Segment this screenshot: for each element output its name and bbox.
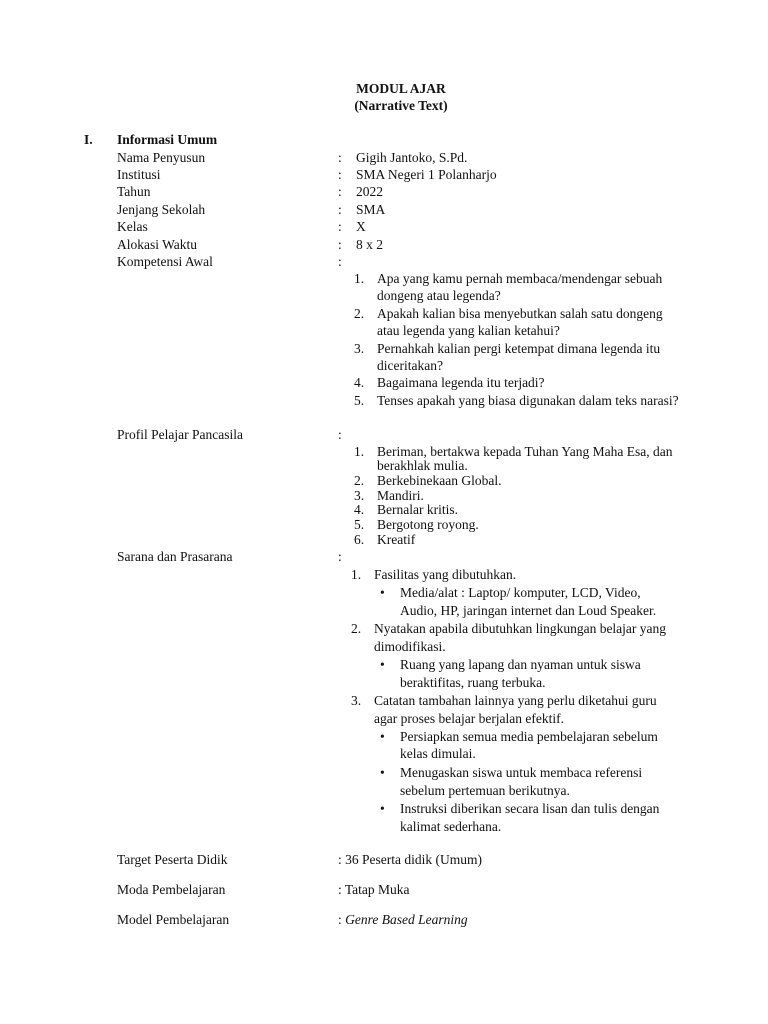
info-label: Kelas	[117, 219, 148, 234]
document-subtitle: (Narrative Text)	[354, 98, 448, 113]
bullet-item-line: sebelum pertemuan berikutnya.	[400, 783, 570, 798]
bullet-item-line: Instruksi diberikan secara lisan dan tulis dengan	[400, 801, 660, 816]
list-number: 1.	[354, 444, 365, 459]
info-separator: :	[338, 167, 342, 182]
list-number: 5.	[354, 517, 365, 532]
model-separator: :	[338, 912, 346, 927]
list-number: 2.	[354, 306, 365, 321]
list-item-line: Bernalar kritis.	[377, 502, 458, 517]
list-item-line: diceritakan?	[377, 358, 443, 373]
target-label: Target Peserta Didik	[117, 852, 228, 867]
list-item-line: Catatan tambahan lainnya yang perlu diketahui guru	[374, 693, 657, 708]
list-item-line: Beriman, bertakwa kepada Tuhan Yang Maha Esa, dan	[377, 444, 673, 459]
info-separator: :	[338, 150, 342, 165]
list-number: 1.	[351, 567, 362, 582]
list-item-line: Berkebinekaan Global.	[377, 473, 502, 488]
list-number: 4.	[354, 375, 365, 390]
target-value: : 36 Peserta didik (Umum)	[338, 852, 482, 867]
model-row-value	[338, 911, 468, 928]
info-label: Jenjang Sekolah	[117, 202, 206, 217]
list-number: 2.	[354, 473, 365, 488]
info-label: Kompetensi Awal	[117, 254, 213, 269]
list-item-line: atau legenda yang kalian ketahui?	[377, 323, 560, 338]
list-item-line: Mandiri.	[377, 488, 424, 503]
bullet-item-line: Audio, HP, jaringan internet dan Loud Speaker.	[400, 603, 657, 618]
moda-label: Moda Pembelajaran	[117, 882, 226, 897]
list-item-line: Nyatakan apabila dibutuhkan lingkungan belajar yang	[374, 621, 667, 636]
info-separator: :	[338, 237, 342, 252]
list-item-line: dongeng atau legenda?	[377, 288, 501, 303]
list-item-line: agar proses belajar berjalan efektif.	[374, 711, 565, 726]
info-label: Nama Penyusun	[117, 150, 206, 165]
list-number: 2.	[351, 621, 362, 636]
info-separator: :	[338, 219, 342, 234]
info-value: 8 x 2	[356, 237, 383, 252]
list-number: 3.	[354, 341, 365, 356]
list-number: 4.	[354, 502, 365, 517]
list-item-line: Apa yang kamu pernah membaca/mendengar sebuah	[377, 271, 663, 286]
section-numeral: I.	[84, 132, 93, 147]
info-value: X	[356, 219, 366, 234]
sarana-label: Sarana dan Prasarana	[117, 549, 233, 564]
document-title: MODUL AJAR	[356, 81, 446, 96]
list-number: 3.	[354, 488, 365, 503]
bullet-item-line: Menugaskan siswa untuk membaca referensi	[400, 765, 643, 780]
profil-label: Profil Pelajar Pancasila	[117, 427, 243, 442]
section-heading: Informasi Umum	[117, 132, 218, 147]
list-item-line: Fasilitas yang dibutuhkan.	[374, 567, 517, 582]
list-number: 3.	[351, 693, 362, 708]
bullet-item-line: Persiapkan semua media pembelajaran sebelum	[400, 729, 658, 744]
info-label: Alokasi Waktu	[117, 237, 198, 252]
list-item-line: Pernahkah kalian pergi ketempat dimana legenda itu	[377, 341, 661, 356]
info-label: Institusi	[117, 167, 161, 182]
list-number: 5.	[354, 393, 365, 408]
list-item-line: Kreatif	[377, 532, 416, 547]
list-item-line: Bagaimana legenda itu terjadi?	[377, 375, 545, 390]
bullet-item-line: beraktifitas, ruang terbuka.	[400, 675, 546, 690]
list-item-line: Bergotong royong.	[377, 517, 479, 532]
info-separator: :	[338, 254, 342, 269]
info-value: 2022	[356, 184, 383, 199]
info-value: SMA Negeri 1 Polanharjo	[356, 167, 497, 182]
list-item-line: Apakah kalian bisa menyebutkan salah satu dongeng	[377, 306, 663, 321]
sarana-separator: :	[338, 549, 342, 564]
model-value: Genre Based Learning	[345, 912, 468, 927]
bullet-icon: •	[380, 765, 385, 780]
list-item-line: berakhlak mulia.	[377, 458, 468, 473]
info-separator: :	[338, 184, 342, 199]
list-item-line: dimodifikasi.	[374, 639, 446, 654]
profil-separator: :	[338, 427, 342, 442]
info-label: Tahun	[117, 184, 151, 199]
bullet-icon: •	[380, 657, 385, 672]
moda-value: : Tatap Muka	[338, 882, 410, 897]
bullet-icon: •	[380, 585, 385, 600]
bullet-item-line: Ruang yang lapang dan nyaman untuk siswa	[400, 657, 641, 672]
info-value: SMA	[356, 202, 386, 217]
info-value: Gigih Jantoko, S.Pd.	[356, 150, 468, 165]
list-number: 1.	[354, 271, 365, 286]
bullet-item-line: kelas dimulai.	[400, 746, 476, 761]
bullet-item-line: Media/alat : Laptop/ komputer, LCD, Video,	[400, 585, 641, 600]
bullet-icon: •	[380, 801, 385, 816]
list-number: 6.	[354, 532, 365, 547]
info-separator: :	[338, 202, 342, 217]
bullet-icon: •	[380, 729, 385, 744]
list-item-line: Tenses apakah yang biasa digunakan dalam teks narasi?	[377, 393, 679, 408]
bullet-item-line: kalimat sederhana.	[400, 819, 502, 834]
model-label: Model Pembelajaran	[117, 912, 230, 927]
